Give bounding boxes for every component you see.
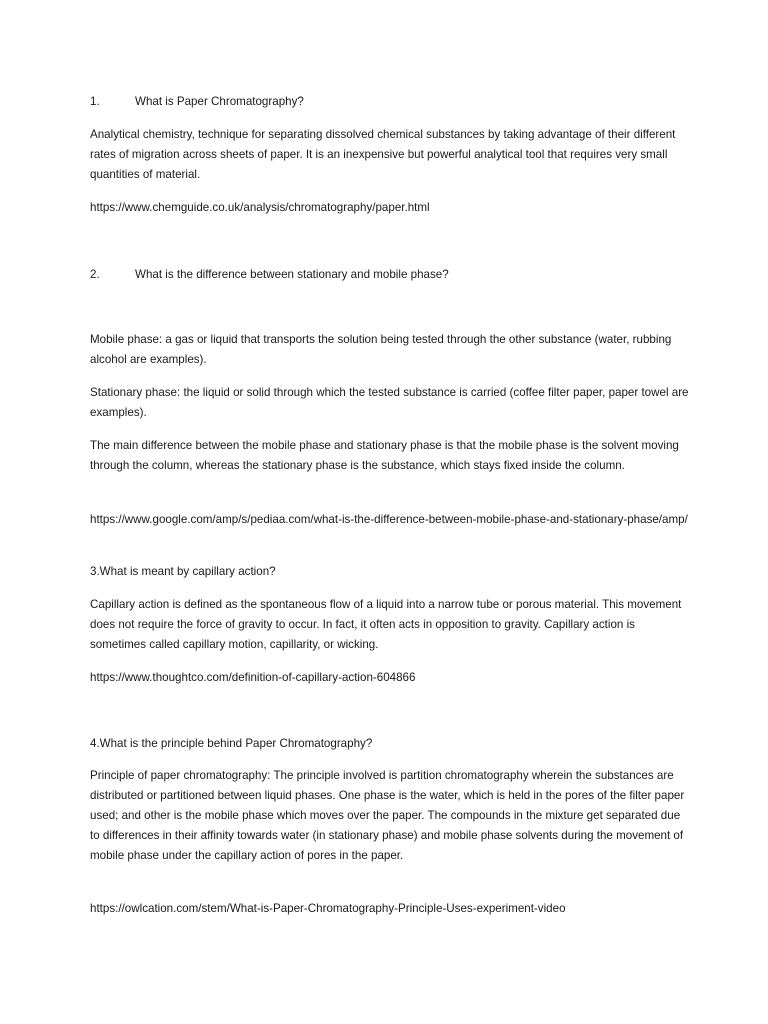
mobile-phase-paragraph: Mobile phase: a gas or liquid that transports the solution being tested through the other substance (water, rubbing alcohol are examples).: [90, 333, 672, 366]
question-4-heading: 4.What is the principle behind Paper Chromatography?: [90, 737, 373, 750]
question-4-source: https://owlcation.com/stem/What-is-Paper-Chromatography-Principle-Uses-experiment-video: [90, 902, 566, 915]
question-3-answer: Capillary action is defined as the spontaneous flow of a liquid into a narrow tube or porous material. This movement does not require the force of gravity to occur. In fact, it often acts in opposition to gravity. Capillary action is sometimes called capillary motion, capillarity, or wicking.: [90, 598, 682, 651]
question-1-answer: Analytical chemistry, technique for separating dissolved chemical substances by taking advantage of their different rates of migration across sheets of paper. It is an inexpensive but powerful analytical tool that requires very small quantities of material.: [90, 128, 676, 181]
question-3-source: https://www.thoughtco.com/definition-of-capillary-action-604866: [90, 671, 416, 684]
question-2-source: https://www.google.com/amp/s/pediaa.com/what-is-the-difference-between-mobile-phase-and-stationary-phase/amp/: [90, 513, 688, 526]
question-4-answer: Principle of paper chromatography: The principle involved is partition chromatography wherein the substances are distributed or partitioned between liquid phases. One phase is the water, which is held in the pores of the filter paper used; and other is the mobile phase which moves over the paper. The compounds in the mixture get separated due to differences in their affinity towards water (in stationary phase) and mobile phase solvents during the movement of mobile phase under the capillary action of pores in the paper.: [90, 769, 685, 862]
question-2-title: What is the difference between stationary and mobile phase?: [135, 268, 449, 281]
question-3-heading: 3.What is meant by capillary action?: [90, 565, 276, 578]
question-1-title: What is Paper Chromatography?: [135, 95, 304, 108]
phase-difference-paragraph: The main difference between the mobile phase and stationary phase is that the mobile phase is the solvent moving through the column, whereas the stationary phase is the substance, which stays fixed inside the column.: [90, 439, 679, 472]
question-1-heading: [90, 92, 690, 112]
stationary-phase-paragraph: Stationary phase: the liquid or solid through which the tested substance is carried (coffee filter paper, paper towel are examples).: [90, 386, 689, 419]
question-2-number: 2.: [90, 268, 100, 281]
question-1-number: 1.: [90, 95, 100, 108]
question-2-heading: [90, 265, 690, 285]
question-1-source: https://www.chemguide.co.uk/analysis/chromatography/paper.html: [90, 201, 430, 214]
